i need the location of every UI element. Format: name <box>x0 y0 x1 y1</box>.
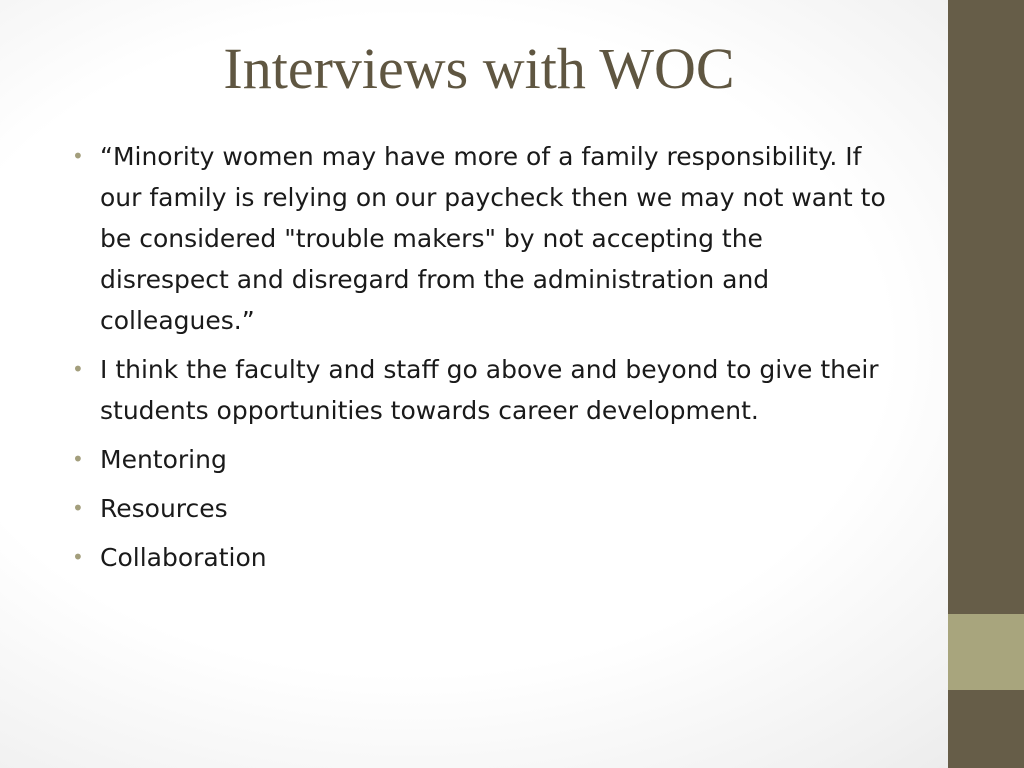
bullet-list <box>72 136 888 586</box>
bullet-item <box>72 349 888 431</box>
bullet-item <box>72 488 888 529</box>
bullet-dot-icon: • <box>72 357 84 381</box>
slide-title: Interviews with WOC <box>223 36 735 101</box>
bullet-item <box>72 136 888 341</box>
bullet-text: Collaboration <box>100 543 267 572</box>
bullet-dot-icon: • <box>72 496 84 520</box>
bullet-dot-icon: • <box>72 447 84 471</box>
bullet-text: Mentoring <box>100 445 227 474</box>
decorative-sidebar-accent <box>948 614 1024 690</box>
bullet-text: “Minority women may have more of a family responsibility. If our family is relying on our paycheck then we may not want to be considered "trouble makers" by not accepting the disrespect and disregard from the administration and colleagues.” <box>100 142 886 335</box>
bullet-text: Resources <box>100 494 228 523</box>
bullet-dot-icon: • <box>72 545 84 569</box>
bullet-dot-icon: • <box>72 144 84 168</box>
bullet-item <box>72 537 888 578</box>
bullet-text: I think the faculty and staff go above and beyond to give their students opportunities towards career development. <box>100 355 879 425</box>
bullet-item <box>72 439 888 480</box>
